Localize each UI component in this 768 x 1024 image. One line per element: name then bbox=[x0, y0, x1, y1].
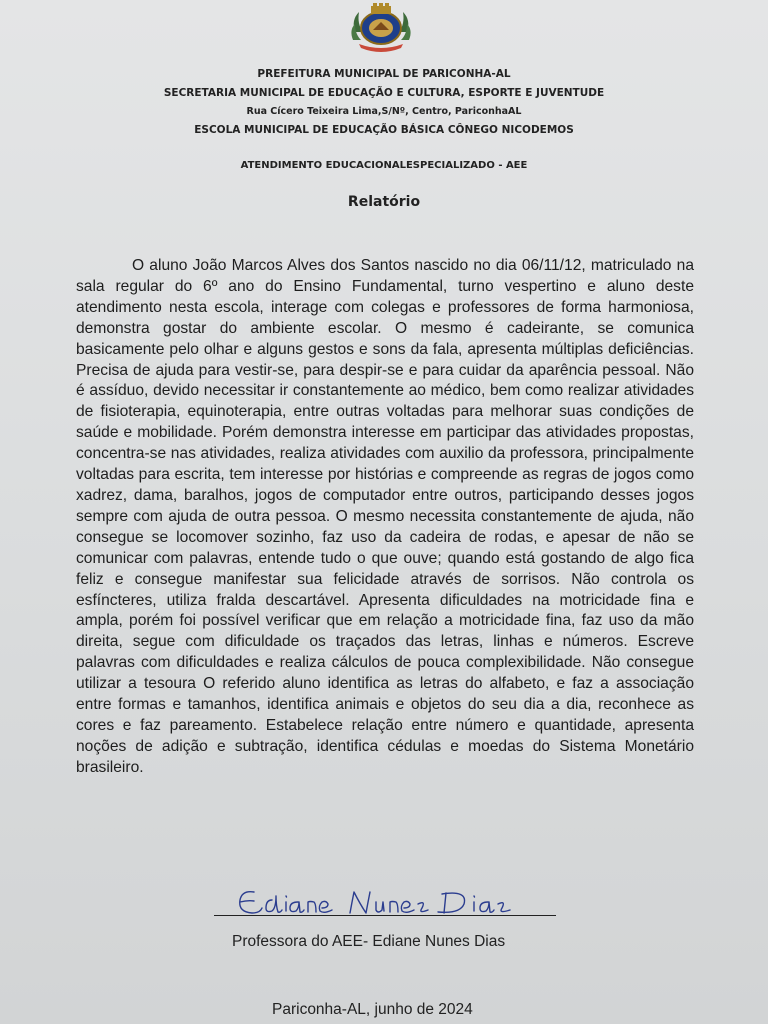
program-name: ATENDIMENTO EDUCACIONALESPECIALIZADO - AEE bbox=[240, 160, 528, 171]
municipal-coat-of-arms-icon bbox=[349, 2, 413, 56]
document-date: Pariconha-AL, junho de 2024 bbox=[272, 1001, 473, 1018]
document-title: Relatório bbox=[347, 194, 421, 210]
department-name: SECRETARIA MUNICIPAL DE EDUCAÇÃO E CULTURA, ESPORTE E JUVENTUDE bbox=[163, 87, 605, 99]
signature-line bbox=[214, 915, 556, 916]
school-name: ESCOLA MUNICIPAL DE EDUCAÇÃO BÁSICA CÔNEGO NICODEMOS bbox=[194, 124, 574, 136]
address: Rua Cícero Teixeira Lima,S/Nº, Centro, PariconhaAL bbox=[246, 106, 522, 117]
municipality-name: PREFEITURA MUNICIPAL DE PARICONHA-AL bbox=[257, 68, 511, 80]
report-body: O aluno João Marcos Alves dos Santos nascido no dia 06/11/12, matriculado na sala regular do 6º ano do Ensino Fundamental, turno vespertino e aluno deste atendimento nesta escola, interage com colegas e professores de forma harmoniosa, demonstra gostar do ambiente escolar. O mesmo é cadeirante, se comunica basicamente pelo olhar e alguns gestos e sons da fala, apresenta múltiplas deficiências. Precisa de ajuda para vestir-se, para despir-se e para cuidar da aparência pessoal. Não é assíduo, devido necessitar ir constantemente ao médico, bem como realizar atividades de fisioterapia, equinoterapia, entre outras voltadas para melhorar suas condições de saúde e mobilidade. Porém demonstra interesse em participar das atividades propostas, concentra-se nas atividades, realiza atividades com auxilio da professora, principalmente voltadas para escrita, tem interesse por histórias e compreende as regras de jogos como xadrez, dama, baralhos, jogos de computador entre outros, participando desses jogos sempre com ajuda de outra pessoa. O mesmo necessita constantemente de ajuda, não consegue se locomover sozinho, faz uso da cadeira de rodas, e apesar de não se comunicar com palavras, entende tudo o que ouve; quando está gostando de algo fica feliz e consegue manifestar sua felicidade através de sorrisos. Não controla os esfíncteres, utiliza fralda descartável. Apresenta dificuldades na motricidade fina e ampla, porém foi possível verificar que em relação a motricidade fina, faz uso da mão direita, segue com dificuldade os traçados das letras, linhas e números. Escreve palavras com dificuldades e realiza cálculos de pouca complexibilidade. Não consegue utilizar a tesoura O referido aluno identifica as letras do alfabeto, e faz a associação entre formas e tamanhos, identifica animais e objetos do seu dia a dia, reconhece as cores e faz pareamento. Estabelece relação entre número e quantidade, apresenta noções de adição e subtração, identifica cédulas e moedas do Sistema Monetário brasileiro. bbox=[76, 257, 694, 776]
signatory-role: Professora do AEE- Ediane Nunes Dias bbox=[232, 933, 506, 950]
